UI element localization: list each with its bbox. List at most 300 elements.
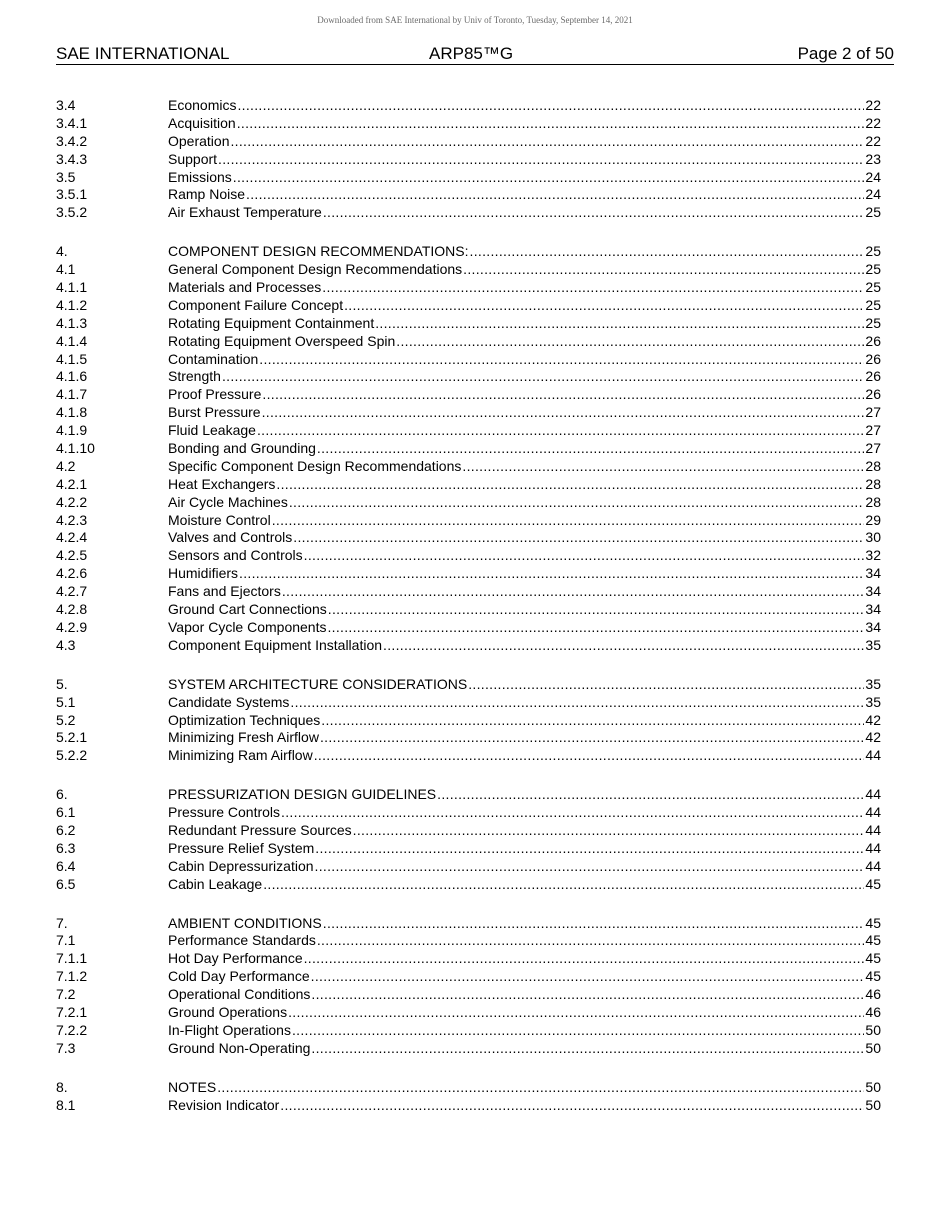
dot-leader xyxy=(272,512,865,530)
page-ref: 24 xyxy=(865,168,881,185)
section-title: Minimizing Ram Airflow xyxy=(168,747,313,764)
toc-entry[interactable] xyxy=(56,404,881,422)
section-number: 4.2.4 xyxy=(56,529,88,546)
entry-title-wrap xyxy=(168,494,864,512)
toc-entry[interactable] xyxy=(56,351,881,369)
page-ref: 34 xyxy=(865,618,881,635)
toc-entry[interactable] xyxy=(56,297,881,315)
entry-title-wrap xyxy=(168,876,864,894)
dot-leader xyxy=(233,169,865,187)
section-title: Materials and Processes xyxy=(168,279,322,296)
section-title: Optimization Techniques xyxy=(168,711,321,728)
toc-entry[interactable] xyxy=(56,1022,881,1040)
page-ref: 44 xyxy=(865,786,881,803)
dot-leader xyxy=(262,404,865,422)
section-title: Humidifiers xyxy=(168,565,239,582)
dot-leader xyxy=(290,694,864,712)
page-ref: 44 xyxy=(865,821,881,838)
page-ref: 22 xyxy=(865,132,881,149)
dot-leader xyxy=(311,986,864,1004)
toc-entry[interactable] xyxy=(56,279,881,297)
page-ref: 42 xyxy=(865,729,881,746)
entry-title-wrap xyxy=(168,950,864,968)
page-ref: 30 xyxy=(865,529,881,546)
dot-leader xyxy=(311,968,865,986)
toc-entry[interactable] xyxy=(56,950,881,968)
section-number: 4.2.3 xyxy=(56,511,88,528)
section-number: 4.2.8 xyxy=(56,601,88,618)
page-number: Page 2 of 50 xyxy=(797,44,894,63)
entry-title-wrap xyxy=(168,133,864,151)
page-ref: 45 xyxy=(865,914,881,931)
toc-entry[interactable] xyxy=(56,368,881,386)
section-number: 4. xyxy=(56,243,68,260)
page-ref: 46 xyxy=(865,1003,881,1020)
toc-entry[interactable] xyxy=(56,243,881,261)
section-title: Air Exhaust Temperature xyxy=(168,204,322,221)
section-title: Ground Operations xyxy=(168,1003,288,1020)
page-ref: 25 xyxy=(865,296,881,313)
section-number: 5. xyxy=(56,675,68,692)
toc-entry[interactable] xyxy=(56,386,881,404)
section-title: Pressure Controls xyxy=(168,804,281,821)
dot-leader xyxy=(328,601,865,619)
section-number: 7.1.2 xyxy=(56,968,88,985)
entry-title-wrap xyxy=(168,333,864,351)
section-title: Operation xyxy=(168,132,230,149)
section-number: 5.2 xyxy=(56,711,76,728)
section-title: AMBIENT CONDITIONS xyxy=(168,914,322,931)
section-title: Acquisition xyxy=(168,114,236,131)
dot-leader xyxy=(311,1040,864,1058)
section-number: 4.2.6 xyxy=(56,565,88,582)
page-ref: 26 xyxy=(865,368,881,385)
section-title: Emissions xyxy=(168,168,232,185)
group-spacer xyxy=(56,1058,881,1079)
section-title: Air Cycle Machines xyxy=(168,493,288,510)
section-title: Hot Day Performance xyxy=(168,950,303,967)
dot-leader xyxy=(293,529,864,547)
section-number: 7.1.1 xyxy=(56,950,88,967)
toc-entry[interactable] xyxy=(56,547,881,565)
dot-leader xyxy=(288,1004,864,1022)
entry-title-wrap xyxy=(168,315,864,333)
toc-entry[interactable] xyxy=(56,476,881,494)
section-title: Valves and Controls xyxy=(168,529,293,546)
section-number: 3.5.2 xyxy=(56,204,88,221)
section-number: 4.2 xyxy=(56,457,76,474)
dot-leader xyxy=(292,1022,864,1040)
toc-entry[interactable] xyxy=(56,1004,881,1022)
dot-leader xyxy=(396,333,864,351)
section-title: Candidate Systems xyxy=(168,693,290,710)
page-ref: 44 xyxy=(865,839,881,856)
dot-leader xyxy=(282,583,865,601)
section-title: Cabin Depressurization xyxy=(168,857,314,874)
section-number: 4.2.5 xyxy=(56,547,88,564)
dot-leader xyxy=(468,676,864,694)
section-title: Cold Day Performance xyxy=(168,968,310,985)
dot-leader xyxy=(321,712,864,730)
toc-entry[interactable] xyxy=(56,529,881,547)
section-number: 4.1.1 xyxy=(56,279,88,296)
dot-leader xyxy=(315,858,865,876)
entry-title-wrap xyxy=(168,204,864,222)
entry-title-wrap xyxy=(168,440,864,458)
section-number: 6.4 xyxy=(56,857,76,874)
dot-leader xyxy=(353,822,865,840)
section-title: Fans and Ejectors xyxy=(168,583,281,600)
toc-entry[interactable] xyxy=(56,968,881,986)
section-number: 4.1.10 xyxy=(56,440,95,457)
dot-leader xyxy=(320,729,864,747)
page-ref: 44 xyxy=(865,747,881,764)
page-ref: 29 xyxy=(865,511,881,528)
section-number: 3.4.2 xyxy=(56,132,88,149)
entry-title-wrap xyxy=(168,261,864,279)
toc-entry[interactable] xyxy=(56,583,881,601)
section-title: Economics xyxy=(168,97,237,113)
section-title: Ramp Noise xyxy=(168,186,246,203)
dot-leader xyxy=(317,932,865,950)
dot-leader xyxy=(280,1097,864,1115)
section-title: Revision Indicator xyxy=(168,1096,280,1113)
section-number: 3.4.1 xyxy=(56,114,88,131)
page-ref: 25 xyxy=(865,279,881,296)
entry-title-wrap xyxy=(168,279,864,297)
page-ref: 27 xyxy=(865,404,881,421)
entry-title-wrap xyxy=(168,840,864,858)
dot-leader xyxy=(315,840,864,858)
entry-title-wrap xyxy=(168,601,864,619)
toc-entry[interactable] xyxy=(56,512,881,530)
page-ref: 24 xyxy=(865,186,881,203)
dot-leader xyxy=(304,547,865,565)
page-ref: 26 xyxy=(865,386,881,403)
dot-leader xyxy=(230,133,864,151)
dot-leader xyxy=(327,619,864,637)
entry-title-wrap xyxy=(168,243,864,261)
section-title: Redundant Pressure Sources xyxy=(168,821,352,838)
entry-title-wrap xyxy=(168,169,864,187)
entry-title-wrap xyxy=(168,986,864,1004)
page-ref: 45 xyxy=(865,950,881,967)
section-title: Moisture Control xyxy=(168,511,271,528)
entry-title-wrap xyxy=(168,729,864,747)
section-number: 3.5 xyxy=(56,168,76,185)
section-number: 6.5 xyxy=(56,875,76,892)
entry-title-wrap xyxy=(168,422,864,440)
page-ref: 28 xyxy=(865,457,881,474)
page-ref: 22 xyxy=(865,114,881,131)
entry-title-wrap xyxy=(168,297,864,315)
dot-leader xyxy=(462,458,864,476)
toc-entry[interactable] xyxy=(56,333,881,351)
entry-title-wrap xyxy=(168,458,864,476)
entry-title-wrap xyxy=(168,97,864,115)
dot-leader xyxy=(262,386,864,404)
toc-entry[interactable] xyxy=(56,422,881,440)
toc-entry[interactable] xyxy=(56,97,881,115)
section-number: 7. xyxy=(56,914,68,931)
section-number: 4.1.7 xyxy=(56,386,88,403)
entry-title-wrap xyxy=(168,712,864,730)
toc-entry[interactable] xyxy=(56,712,881,730)
entry-title-wrap xyxy=(168,619,864,637)
entry-title-wrap xyxy=(168,351,864,369)
entry-title-wrap xyxy=(168,529,864,547)
group-spacer xyxy=(56,655,881,676)
toc-entry[interactable] xyxy=(56,637,881,655)
section-title: Bonding and Grounding xyxy=(168,440,316,457)
toc-entry[interactable] xyxy=(56,694,881,712)
section-title: Ground Non-Operating xyxy=(168,1039,311,1056)
page-ref: 34 xyxy=(865,601,881,618)
toc-entry[interactable] xyxy=(56,915,881,933)
dot-leader xyxy=(239,565,864,583)
dot-leader xyxy=(257,422,864,440)
page-ref: 45 xyxy=(865,968,881,985)
entry-title-wrap xyxy=(168,1079,864,1097)
section-title: In-Flight Operations xyxy=(168,1021,291,1038)
entry-title-wrap xyxy=(168,547,864,565)
page-ref: 26 xyxy=(865,332,881,349)
entry-title-wrap xyxy=(168,676,864,694)
section-title: Rotating Equipment Overspeed Spin xyxy=(168,332,396,349)
entry-title-wrap xyxy=(168,858,864,876)
dot-leader xyxy=(246,186,864,204)
section-number: 6.3 xyxy=(56,839,76,856)
entry-title-wrap xyxy=(168,476,864,494)
section-number: 3.4.3 xyxy=(56,150,88,167)
section-number: 4.3 xyxy=(56,636,76,653)
page-ref: 50 xyxy=(865,1078,881,1095)
entry-title-wrap xyxy=(168,186,864,204)
page-ref: 50 xyxy=(865,1021,881,1038)
toc-entry[interactable] xyxy=(56,1097,881,1115)
section-title: Fluid Leakage xyxy=(168,422,256,439)
toc-entry[interactable] xyxy=(56,840,881,858)
entry-title-wrap xyxy=(168,786,864,804)
dot-leader xyxy=(317,440,865,458)
toc-entry[interactable] xyxy=(56,169,881,187)
page-ref: 25 xyxy=(865,314,881,331)
section-title: Component Failure Concept xyxy=(168,296,344,313)
page-ref: 34 xyxy=(865,583,881,600)
entry-title-wrap xyxy=(168,404,864,422)
section-number: 7.3 xyxy=(56,1039,76,1056)
toc-entry[interactable] xyxy=(56,133,881,151)
section-title: Heat Exchangers xyxy=(168,475,276,492)
page-ref: 25 xyxy=(865,261,881,278)
section-title: Pressure Relief System xyxy=(168,839,315,856)
page-ref: 50 xyxy=(865,1039,881,1056)
page-ref: 28 xyxy=(865,493,881,510)
page-ref: 35 xyxy=(865,675,881,692)
toc-entry[interactable] xyxy=(56,261,881,279)
section-number: 6. xyxy=(56,786,68,803)
toc-entry[interactable] xyxy=(56,1079,881,1097)
toc-entry[interactable] xyxy=(56,822,881,840)
page-ref: 50 xyxy=(865,1096,881,1113)
toc-entry[interactable] xyxy=(56,876,881,894)
dot-leader xyxy=(304,950,865,968)
toc-entry[interactable] xyxy=(56,729,881,747)
entry-title-wrap xyxy=(168,583,864,601)
section-title: Sensors and Controls xyxy=(168,547,303,564)
dot-leader xyxy=(323,204,865,222)
section-number: 3.4 xyxy=(56,97,76,113)
page-ref: 32 xyxy=(865,547,881,564)
page-ref: 34 xyxy=(865,565,881,582)
section-number: 3.5.1 xyxy=(56,186,88,203)
page-ref: 44 xyxy=(865,857,881,874)
toc-entry[interactable] xyxy=(56,858,881,876)
page-ref: 44 xyxy=(865,804,881,821)
section-title: Operational Conditions xyxy=(168,986,311,1003)
dot-leader xyxy=(383,637,864,655)
dot-leader xyxy=(218,151,864,169)
section-title: Strength xyxy=(168,368,221,385)
section-number: 7.2.1 xyxy=(56,1003,88,1020)
page-ref: 28 xyxy=(865,475,881,492)
entry-title-wrap xyxy=(168,1097,864,1115)
entry-title-wrap xyxy=(168,747,864,765)
page-ref: 23 xyxy=(865,150,881,167)
dot-leader xyxy=(322,279,864,297)
section-number: 7.2.2 xyxy=(56,1021,88,1038)
page-ref: 26 xyxy=(865,350,881,367)
dot-leader xyxy=(222,368,864,386)
page-ref: 46 xyxy=(865,986,881,1003)
page-ref: 27 xyxy=(865,422,881,439)
section-number: 4.1.2 xyxy=(56,296,88,313)
entry-title-wrap xyxy=(168,115,864,133)
section-title: Proof Pressure xyxy=(168,386,262,403)
section-number: 4.1.9 xyxy=(56,422,88,439)
entry-title-wrap xyxy=(168,694,864,712)
dot-leader xyxy=(263,876,864,894)
toc-entry[interactable] xyxy=(56,204,881,222)
dot-leader xyxy=(289,494,865,512)
table-of-contents xyxy=(56,97,881,1114)
page-ref: 42 xyxy=(865,711,881,728)
organization-name: SAE INTERNATIONAL xyxy=(56,44,230,63)
entry-title-wrap xyxy=(168,822,864,840)
dot-leader xyxy=(259,351,864,369)
toc-entry[interactable] xyxy=(56,747,881,765)
section-number: 4.2.9 xyxy=(56,618,88,635)
section-number: 6.1 xyxy=(56,804,76,821)
entry-title-wrap xyxy=(168,512,864,530)
entry-title-wrap xyxy=(168,151,864,169)
toc-entry[interactable] xyxy=(56,494,881,512)
group-spacer xyxy=(56,765,881,786)
section-number: 4.1.3 xyxy=(56,314,88,331)
entry-title-wrap xyxy=(168,1022,864,1040)
toc-entry[interactable] xyxy=(56,932,881,950)
toc-entry[interactable] xyxy=(56,315,881,333)
section-title: Support xyxy=(168,150,218,167)
section-title: Vapor Cycle Components xyxy=(168,618,327,635)
section-number: 4.1.8 xyxy=(56,404,88,421)
section-title: Contamination xyxy=(168,350,259,367)
section-title: Component Equipment Installation xyxy=(168,636,383,653)
dot-leader xyxy=(323,915,865,933)
group-spacer xyxy=(56,222,881,243)
page-ref: 35 xyxy=(865,693,881,710)
section-number: 6.2 xyxy=(56,821,76,838)
section-title: General Component Design Recommendations xyxy=(168,261,463,278)
section-title: Minimizing Fresh Airflow xyxy=(168,729,319,746)
toc-entry[interactable] xyxy=(56,804,881,822)
page-ref: 45 xyxy=(865,875,881,892)
dot-leader xyxy=(281,804,864,822)
section-title: Cabin Leakage xyxy=(168,875,263,892)
section-number: 4.1 xyxy=(56,261,76,278)
section-title: NOTES xyxy=(168,1078,217,1095)
section-number: 4.1.5 xyxy=(56,350,88,367)
toc-entry[interactable] xyxy=(56,115,881,133)
toc-entry[interactable] xyxy=(56,619,881,637)
section-number: 7.1 xyxy=(56,932,76,949)
toc-entry[interactable] xyxy=(56,1040,881,1058)
entry-title-wrap xyxy=(168,386,864,404)
dot-leader xyxy=(217,1079,864,1097)
section-number: 8.1 xyxy=(56,1096,76,1113)
entry-title-wrap xyxy=(168,932,864,950)
document-id: ARP85™G xyxy=(429,44,514,63)
section-number: 4.2.2 xyxy=(56,493,88,510)
section-number: 4.1.6 xyxy=(56,368,88,385)
dot-leader xyxy=(463,261,864,279)
dot-leader xyxy=(237,115,865,133)
dot-leader xyxy=(375,315,864,333)
toc-entry[interactable] xyxy=(56,440,881,458)
dot-leader xyxy=(237,97,864,115)
section-number: 5.2.2 xyxy=(56,747,88,764)
section-title: Ground Cart Connections xyxy=(168,601,327,618)
section-title: Specific Component Design Recommendations xyxy=(168,457,462,474)
toc-entry[interactable] xyxy=(56,458,881,476)
section-number: 4.2.7 xyxy=(56,583,88,600)
section-title: Performance Standards xyxy=(168,932,316,949)
dot-leader xyxy=(470,243,865,261)
entry-title-wrap xyxy=(168,968,864,986)
toc-entry[interactable] xyxy=(56,601,881,619)
dot-leader xyxy=(344,297,864,315)
section-title: COMPONENT DESIGN RECOMMENDATIONS: xyxy=(168,243,469,260)
entry-title-wrap xyxy=(168,565,864,583)
toc-entry[interactable] xyxy=(56,186,881,204)
toc-entry[interactable] xyxy=(56,151,881,169)
page-ref: 27 xyxy=(865,440,881,457)
entry-title-wrap xyxy=(168,368,864,386)
entry-title-wrap xyxy=(168,1004,864,1022)
entry-title-wrap xyxy=(168,637,864,655)
toc-entry[interactable] xyxy=(56,565,881,583)
page-ref: 25 xyxy=(865,243,881,260)
toc-entry[interactable] xyxy=(56,676,881,694)
section-number: 5.1 xyxy=(56,693,76,710)
section-title: Rotating Equipment Containment xyxy=(168,314,375,331)
entry-title-wrap xyxy=(168,1040,864,1058)
toc-entry[interactable] xyxy=(56,786,881,804)
entry-title-wrap xyxy=(168,915,864,933)
page-ref: 35 xyxy=(865,636,881,653)
toc-entry[interactable] xyxy=(56,986,881,1004)
section-number: 5.2.1 xyxy=(56,729,88,746)
